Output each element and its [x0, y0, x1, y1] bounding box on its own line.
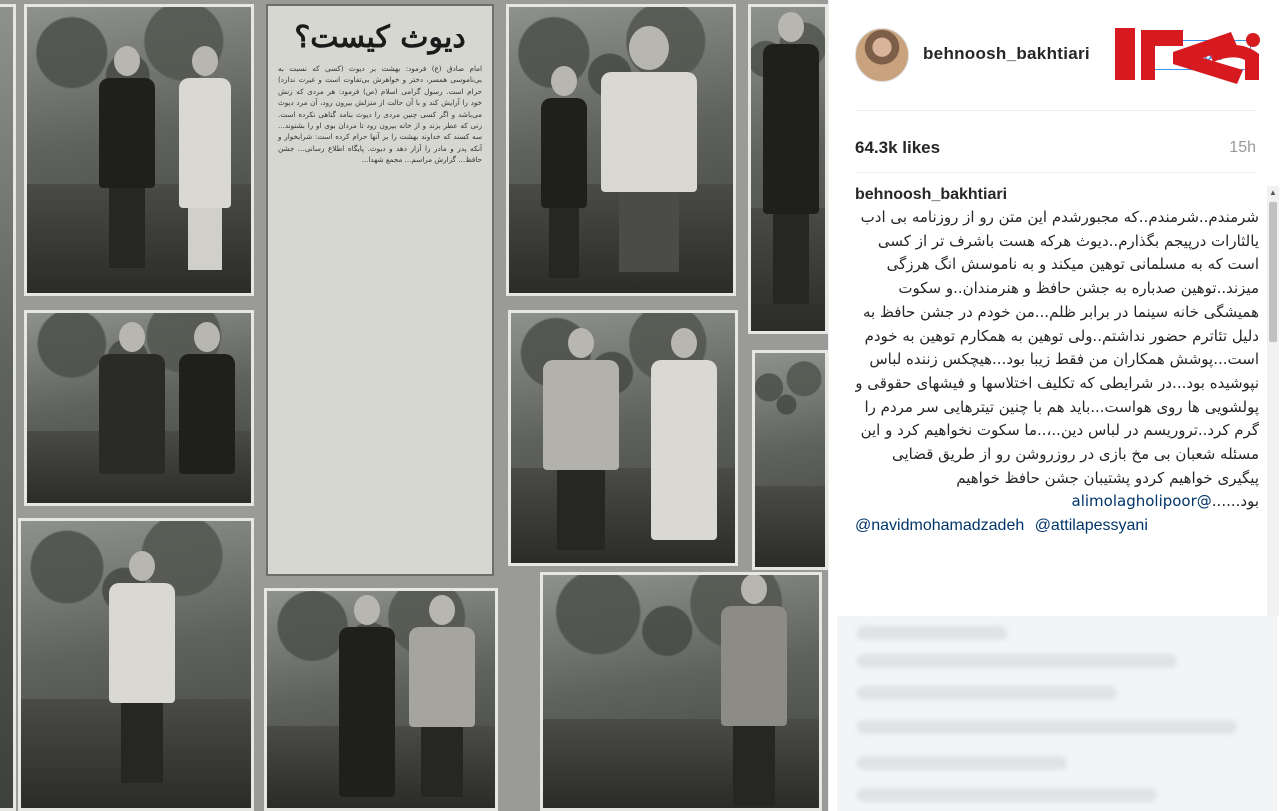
photo-man-white-shirt: [506, 4, 736, 296]
photo-edge-left: [0, 4, 16, 811]
post-sidebar: [828, 0, 1280, 811]
caption-scrollbar[interactable]: [1267, 186, 1279, 616]
header-divider: [855, 110, 1256, 111]
mention-list: [855, 514, 1259, 538]
mention-link[interactable]: @alimolagholipoor: [1071, 492, 1212, 511]
scroll-thumb[interactable]: [1269, 202, 1277, 342]
photo-couple-1: [24, 4, 254, 296]
photo-couple-4: [264, 588, 498, 811]
blurred-comments: [837, 616, 1277, 811]
avatar[interactable]: [855, 28, 909, 82]
article-title: دیوث کیست؟: [294, 20, 466, 55]
mention-link[interactable]: @navidmohamadzadeh: [855, 517, 1025, 535]
photo-edge-right-1: [748, 4, 828, 334]
post-time[interactable]: 15h: [1229, 139, 1256, 156]
photo-couple-3: [508, 310, 738, 566]
caption-area: [855, 186, 1259, 616]
photo-couple-2: [24, 310, 254, 506]
post-header: [829, 0, 1280, 110]
likes-count[interactable]: 64.3k likes: [855, 138, 941, 157]
photo-woman-1: [18, 518, 254, 811]
newspaper-article: [266, 4, 494, 576]
article-body: امام صادق (ع) فرمود: بهشت بر دیوث (کسی که نسبت به بی‌ناموسی همسر، دختر و خواهرش بی‌تفاوت است و غیرت ندارد) حرام است. رسول گرامی اسلام (ص) فرمود: هر مردی که زنش خود را آرایش کند و با آن حالت از منزلش بیرون رود، آن مرد دیوث می‌باشد و اگر کسی چنین مردی را دیوث بنامد گناهی نکرده است. زنی که عطر بزند و از خانه بیرون رود تا مردان بوی او را بشنوند... سه کسند که خداوند بهشت را بر آنها حرام کرده است: شرابخوار و آنکه پدر و مادر را آزار دهد و دیوث. پایگاه اطلاع رسانی... جشن حافظ... گزارش مراسم... مجمع شهدا...: [278, 64, 482, 165]
photo-woman-2: [540, 572, 822, 811]
site-logo: [1113, 20, 1265, 86]
mention-link[interactable]: @attilapessyani: [1034, 517, 1148, 535]
photo-edge-right-2: [752, 350, 828, 570]
username-link[interactable]: behnoosh_bakhtiari: [923, 44, 1090, 63]
caption-text: [855, 206, 1259, 514]
scroll-up-arrow-icon[interactable]: ▲: [1269, 188, 1277, 197]
likes-divider: [855, 172, 1256, 173]
caption-username[interactable]: behnoosh_bakhtiari: [855, 186, 1008, 203]
caption-body: شرمندم..شرمندم..که مجبورشدم این متن رو از روزنامه بی ادب یالثارات درپیجم بگذارم..دیوث هرکه هست باشرف تر از کسی است که به مسلمانی توهین میکند و به ناموسش انگ هرزگی میزند..توهین صدباره به جشن حافظ و هنرمندان..و سکوت همیشگی خانه سینما در برابر ظلم...من خودم در جشن حافظ به دلیل تئاترم حضور نداشتم..ولی توهین به همکارم توهین به خودم است...پوشش همکاران من فقط زیبا بود...هیچکس زننده لباس نپوشیده بود...در شرایطی که تکلیف اختلاسها و فیشهای حقوقی و پولشویی ها روی هواست...باید هم با چنین تیترهایی سر مردم را گرم کرد..تروریسم در لباس دین..،..ما سکوت نخواهیم کرد و این مسئله شعبان بی مخ بازی در روزروشن رو از طریق قضایی پیگیری خواهیم کردو پشتیبان جشن حافظ خواهیم بود......: [855, 208, 1259, 511]
